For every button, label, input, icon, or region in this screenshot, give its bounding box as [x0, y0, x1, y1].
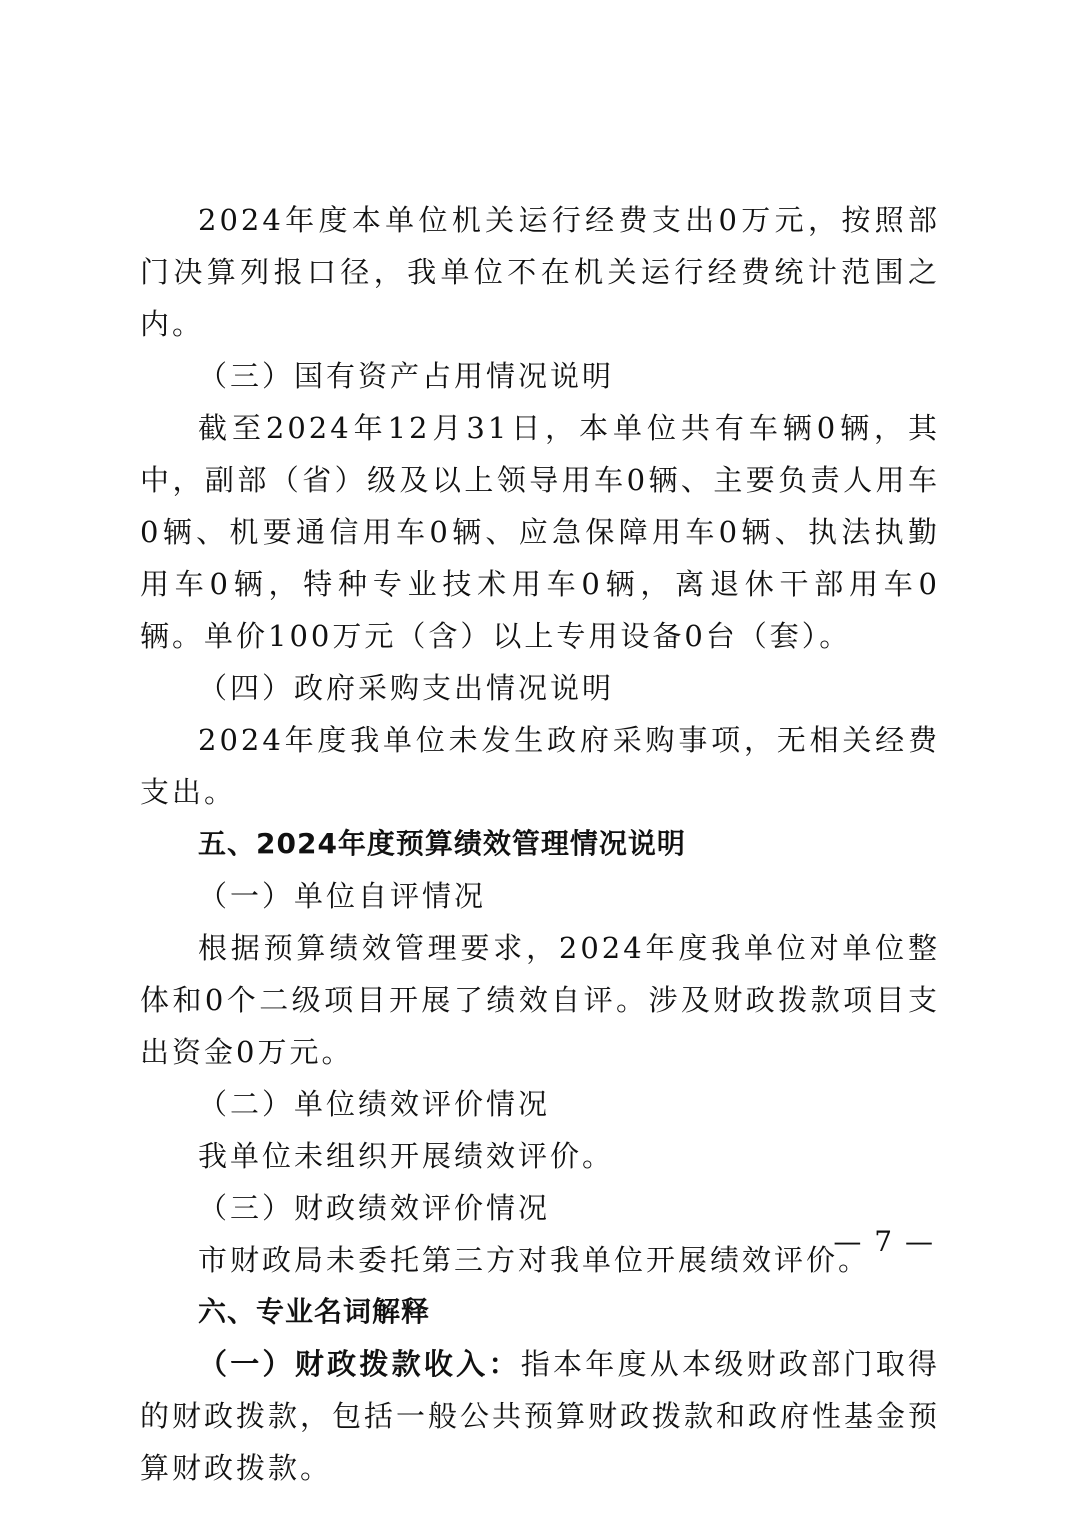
glossary-term-label: （一）财政拨款收入：: [198, 1347, 521, 1381]
glossary-term-definition: 指本年度从本级财政部门取得的财政拨款，包括一般公共预算财政拨款和政府性基金预算财政拨款。: [140, 1347, 941, 1485]
section-heading-performance: 五、2024年度预算绩效管理情况说明: [198, 827, 686, 860]
paragraph-procurement: 2024年度我单位未发生政府采购事项，无相关经费支出。: [140, 723, 940, 809]
paragraph-fiscal-evaluation: 市财政局未委托第三方对我单位开展绩效评价。: [198, 1243, 871, 1277]
glossary-entry: [140, 1338, 940, 1494]
section-heading-glossary: 六、专业名词解释: [198, 1295, 431, 1328]
subheading-state-assets: （三）国有资产占用情况说明: [198, 359, 615, 393]
page-number: — 7 —: [833, 1225, 935, 1258]
paragraph-self-evaluation: 根据预算绩效管理要求，2024年度我单位对单位整体和0个二级项目开展了绩效自评。涉及财政拨款项目支出资金0万元。: [140, 931, 940, 1069]
document-page: [140, 194, 940, 1494]
subheading-procurement: （四）政府采购支出情况说明: [198, 671, 615, 705]
subheading-fiscal-evaluation: （三）财政绩效评价情况: [198, 1191, 551, 1225]
paragraph-operating-expenses: 2024年度本单位机关运行经费支出0万元，按照部门决算列报口径，我单位不在机关运行经费统计范围之内。: [140, 203, 940, 341]
subheading-self-evaluation: （一）单位自评情况: [198, 879, 487, 913]
subheading-unit-evaluation: （二）单位绩效评价情况: [198, 1087, 551, 1121]
paragraph-vehicles: 截至2024年12月31日，本单位共有车辆0辆，其中，副部（省）级及以上领导用车0辆、主要负责人用车0辆、机要通信用车0辆、应急保障用车0辆、执法执勤用车0辆，特种专业技术用车0辆，离退休干部用车0辆。单价100万元（含）以上专用设备0台（套）。: [140, 411, 940, 653]
paragraph-unit-evaluation: 我单位未组织开展绩效评价。: [198, 1139, 615, 1173]
